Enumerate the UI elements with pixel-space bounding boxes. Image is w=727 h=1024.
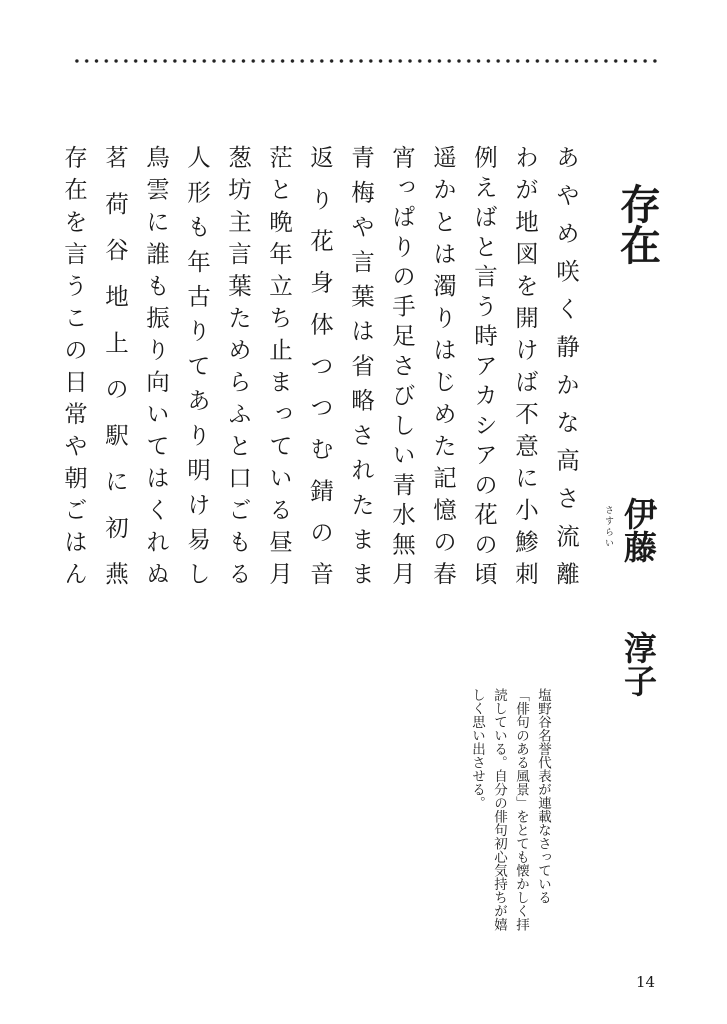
haiku-line: 青梅や言葉は省略されたまま <box>347 145 375 585</box>
haiku-line: 茗荷谷地上の駅に初燕 <box>101 145 129 585</box>
author-name <box>618 497 658 697</box>
ruby-annotation: さすらい <box>603 505 613 549</box>
haiku-line: わが地図を開けば不意に小鯵刺 <box>511 145 539 585</box>
page-title: 存在 <box>613 183 661 265</box>
note-line: 読している。自分の俳句初心気持ちが嬉 <box>491 688 507 931</box>
author-family-name: 伊藤 <box>619 497 658 563</box>
haiku-line: 例えばと言う時アカシアの花の頃 <box>470 145 498 585</box>
haiku-line: 存在を言うこの日常や朝ごはん <box>60 145 88 585</box>
dotted-rule <box>72 57 658 65</box>
haiku-line: 宵っぱりの手足さびしい青水無月 <box>388 145 416 585</box>
haiku-line: あやめ咲く静かな高さ流離 <box>552 145 580 586</box>
haiku-line: 鳥雲に誰も振り向いてはくれぬ <box>142 145 170 585</box>
haiku-line: 茫と晩年立ち止まっている昼月 <box>265 145 293 585</box>
note-line: しく思い出させる。 <box>469 688 485 810</box>
haiku-sequence <box>60 145 580 585</box>
author-note <box>438 688 554 1018</box>
haiku-line: 人形も年古りてあり明け易し <box>183 145 211 585</box>
note-line: 「俳句のある風景」をとても懐かしく拝 <box>513 688 529 931</box>
haiku-line: 返り花身体つつむ錆の音 <box>306 145 334 585</box>
author-given-name: 淳子 <box>619 631 658 697</box>
haiku-line: 遥かとは濁りはじめた記憶の春 <box>429 145 457 585</box>
note-line: 塩野谷名誉代表が連載なさっている <box>535 688 551 904</box>
haiku-line: 葱坊主言葉ためらふと口ごもる <box>224 145 252 585</box>
page-number: 14 <box>636 973 656 991</box>
